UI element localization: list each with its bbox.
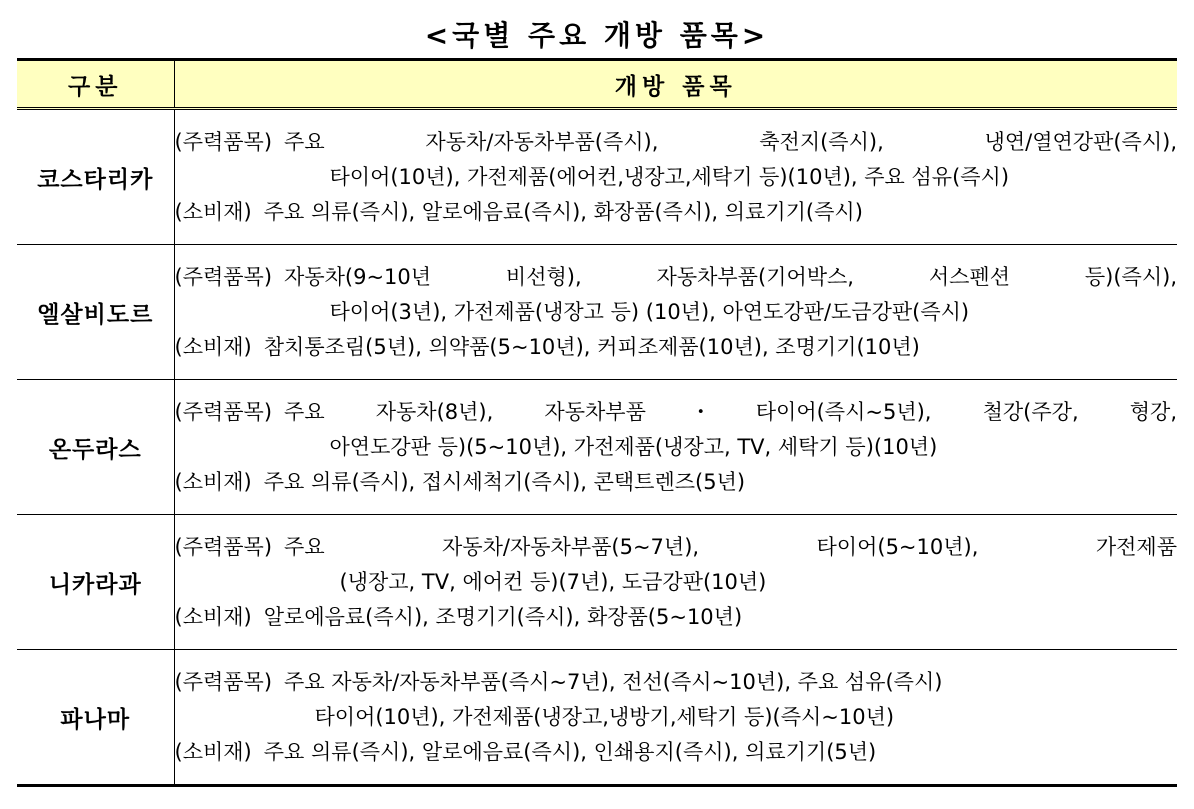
item-line xyxy=(175,700,1178,735)
items-cell xyxy=(174,380,1177,515)
item-text: 아연도강판 등)(5~10년), 가전제품(냉장고, TV, 세탁기 등)(10년) xyxy=(329,434,938,459)
item-category-label: (소비재) xyxy=(174,469,252,494)
country-cell: 온두라스 xyxy=(17,380,174,515)
table-row xyxy=(17,380,1177,515)
item-text: 참치통조림(5년), 의약품(5~10년), 커피조제품(10년), 조명기기(10년) xyxy=(263,334,920,359)
item-category-label: (소비재) xyxy=(174,334,252,359)
item-text: 자동차(9~10년 비선형), 자동차부품(기어박스, 서스펜션 등)(즉시), xyxy=(284,264,1177,289)
item-category-label: (주력품목) xyxy=(174,534,273,559)
item-text: 주요 의류(즉시), 접시세척기(즉시), 콘택트렌즈(5년) xyxy=(263,469,746,494)
item-text: 주요 자동차/자동차부품(즉시), 축전지(즉시), 냉연/열연강판(즉시), xyxy=(284,129,1177,154)
items-cell xyxy=(174,245,1177,380)
item-text: (냉장고, TV, 에어컨 등)(7년), 도금강판(10년) xyxy=(339,569,767,594)
item-text: 타이어(10년), 가전제품(냉장고,냉방기,세탁기 등)(즉시~10년) xyxy=(314,704,895,729)
item-text: 주요 자동차(8년), 자동차부품・타이어(즉시~5년), 철강(주강, 형강, xyxy=(284,399,1177,424)
item-text: 주요 자동차/자동차부품(5~7년), 타이어(5~10년), 가전제품 xyxy=(284,534,1177,559)
item-text: 알로에음료(즉시), 조명기기(즉시), 화장품(5~10년) xyxy=(263,604,743,629)
table-row xyxy=(17,109,1177,245)
country-cell: 엘살비도르 xyxy=(17,245,174,380)
item-category-label: (주력품목) xyxy=(174,399,273,424)
item-text: 타이어(10년), 가전제품(에어컨,냉장고,세탁기 등)(10년), 주요 섬유(즉시) xyxy=(329,164,1010,189)
country-cell: 니카라과 xyxy=(17,515,174,650)
item-category-label: (주력품목) xyxy=(174,129,273,154)
open-items-table xyxy=(17,58,1177,787)
item-text: 주요 의류(즉시), 알로에음료(즉시), 인쇄용지(즉시), 의료기기(5년) xyxy=(263,739,877,764)
header-country: 구분 xyxy=(17,60,174,109)
item-line xyxy=(175,465,1178,500)
item-line xyxy=(175,160,1178,195)
item-line xyxy=(175,260,1178,295)
item-line xyxy=(175,395,1178,430)
item-line xyxy=(175,125,1178,160)
country-cell: 파나마 xyxy=(17,650,174,786)
items-cell xyxy=(174,515,1177,650)
table-header-row xyxy=(17,60,1177,109)
item-line xyxy=(175,565,1178,600)
items-cell xyxy=(174,650,1177,786)
page-title: <국별 주요 개방 품목> xyxy=(424,19,770,52)
item-line xyxy=(175,330,1178,365)
item-text: 타이어(3년), 가전제품(냉장고 등) (10년), 아연도강판/도금강판(즉시) xyxy=(329,299,970,324)
item-line xyxy=(175,195,1178,230)
table-row xyxy=(17,245,1177,380)
items-cell xyxy=(174,109,1177,245)
item-line xyxy=(175,665,1178,700)
item-category-label: (주력품목) xyxy=(174,264,273,289)
table-row xyxy=(17,650,1177,786)
country-cell: 코스타리카 xyxy=(17,109,174,245)
item-line xyxy=(175,295,1178,330)
item-line xyxy=(175,600,1178,635)
item-line xyxy=(175,430,1178,465)
item-category-label: (소비재) xyxy=(174,199,252,224)
item-line xyxy=(175,530,1178,565)
item-text: 주요 자동차/자동차부품(즉시~7년), 전선(즉시~10년), 주요 섬유(즉시) xyxy=(284,669,943,694)
table-row xyxy=(17,515,1177,650)
header-items: 개방 품목 xyxy=(174,60,1177,109)
item-line xyxy=(175,735,1178,770)
item-category-label: (소비재) xyxy=(174,739,252,764)
item-category-label: (주력품목) xyxy=(174,669,273,694)
item-text: 주요 의류(즉시), 알로에음료(즉시), 화장품(즉시), 의료기기(즉시) xyxy=(263,199,863,224)
item-category-label: (소비재) xyxy=(174,604,252,629)
